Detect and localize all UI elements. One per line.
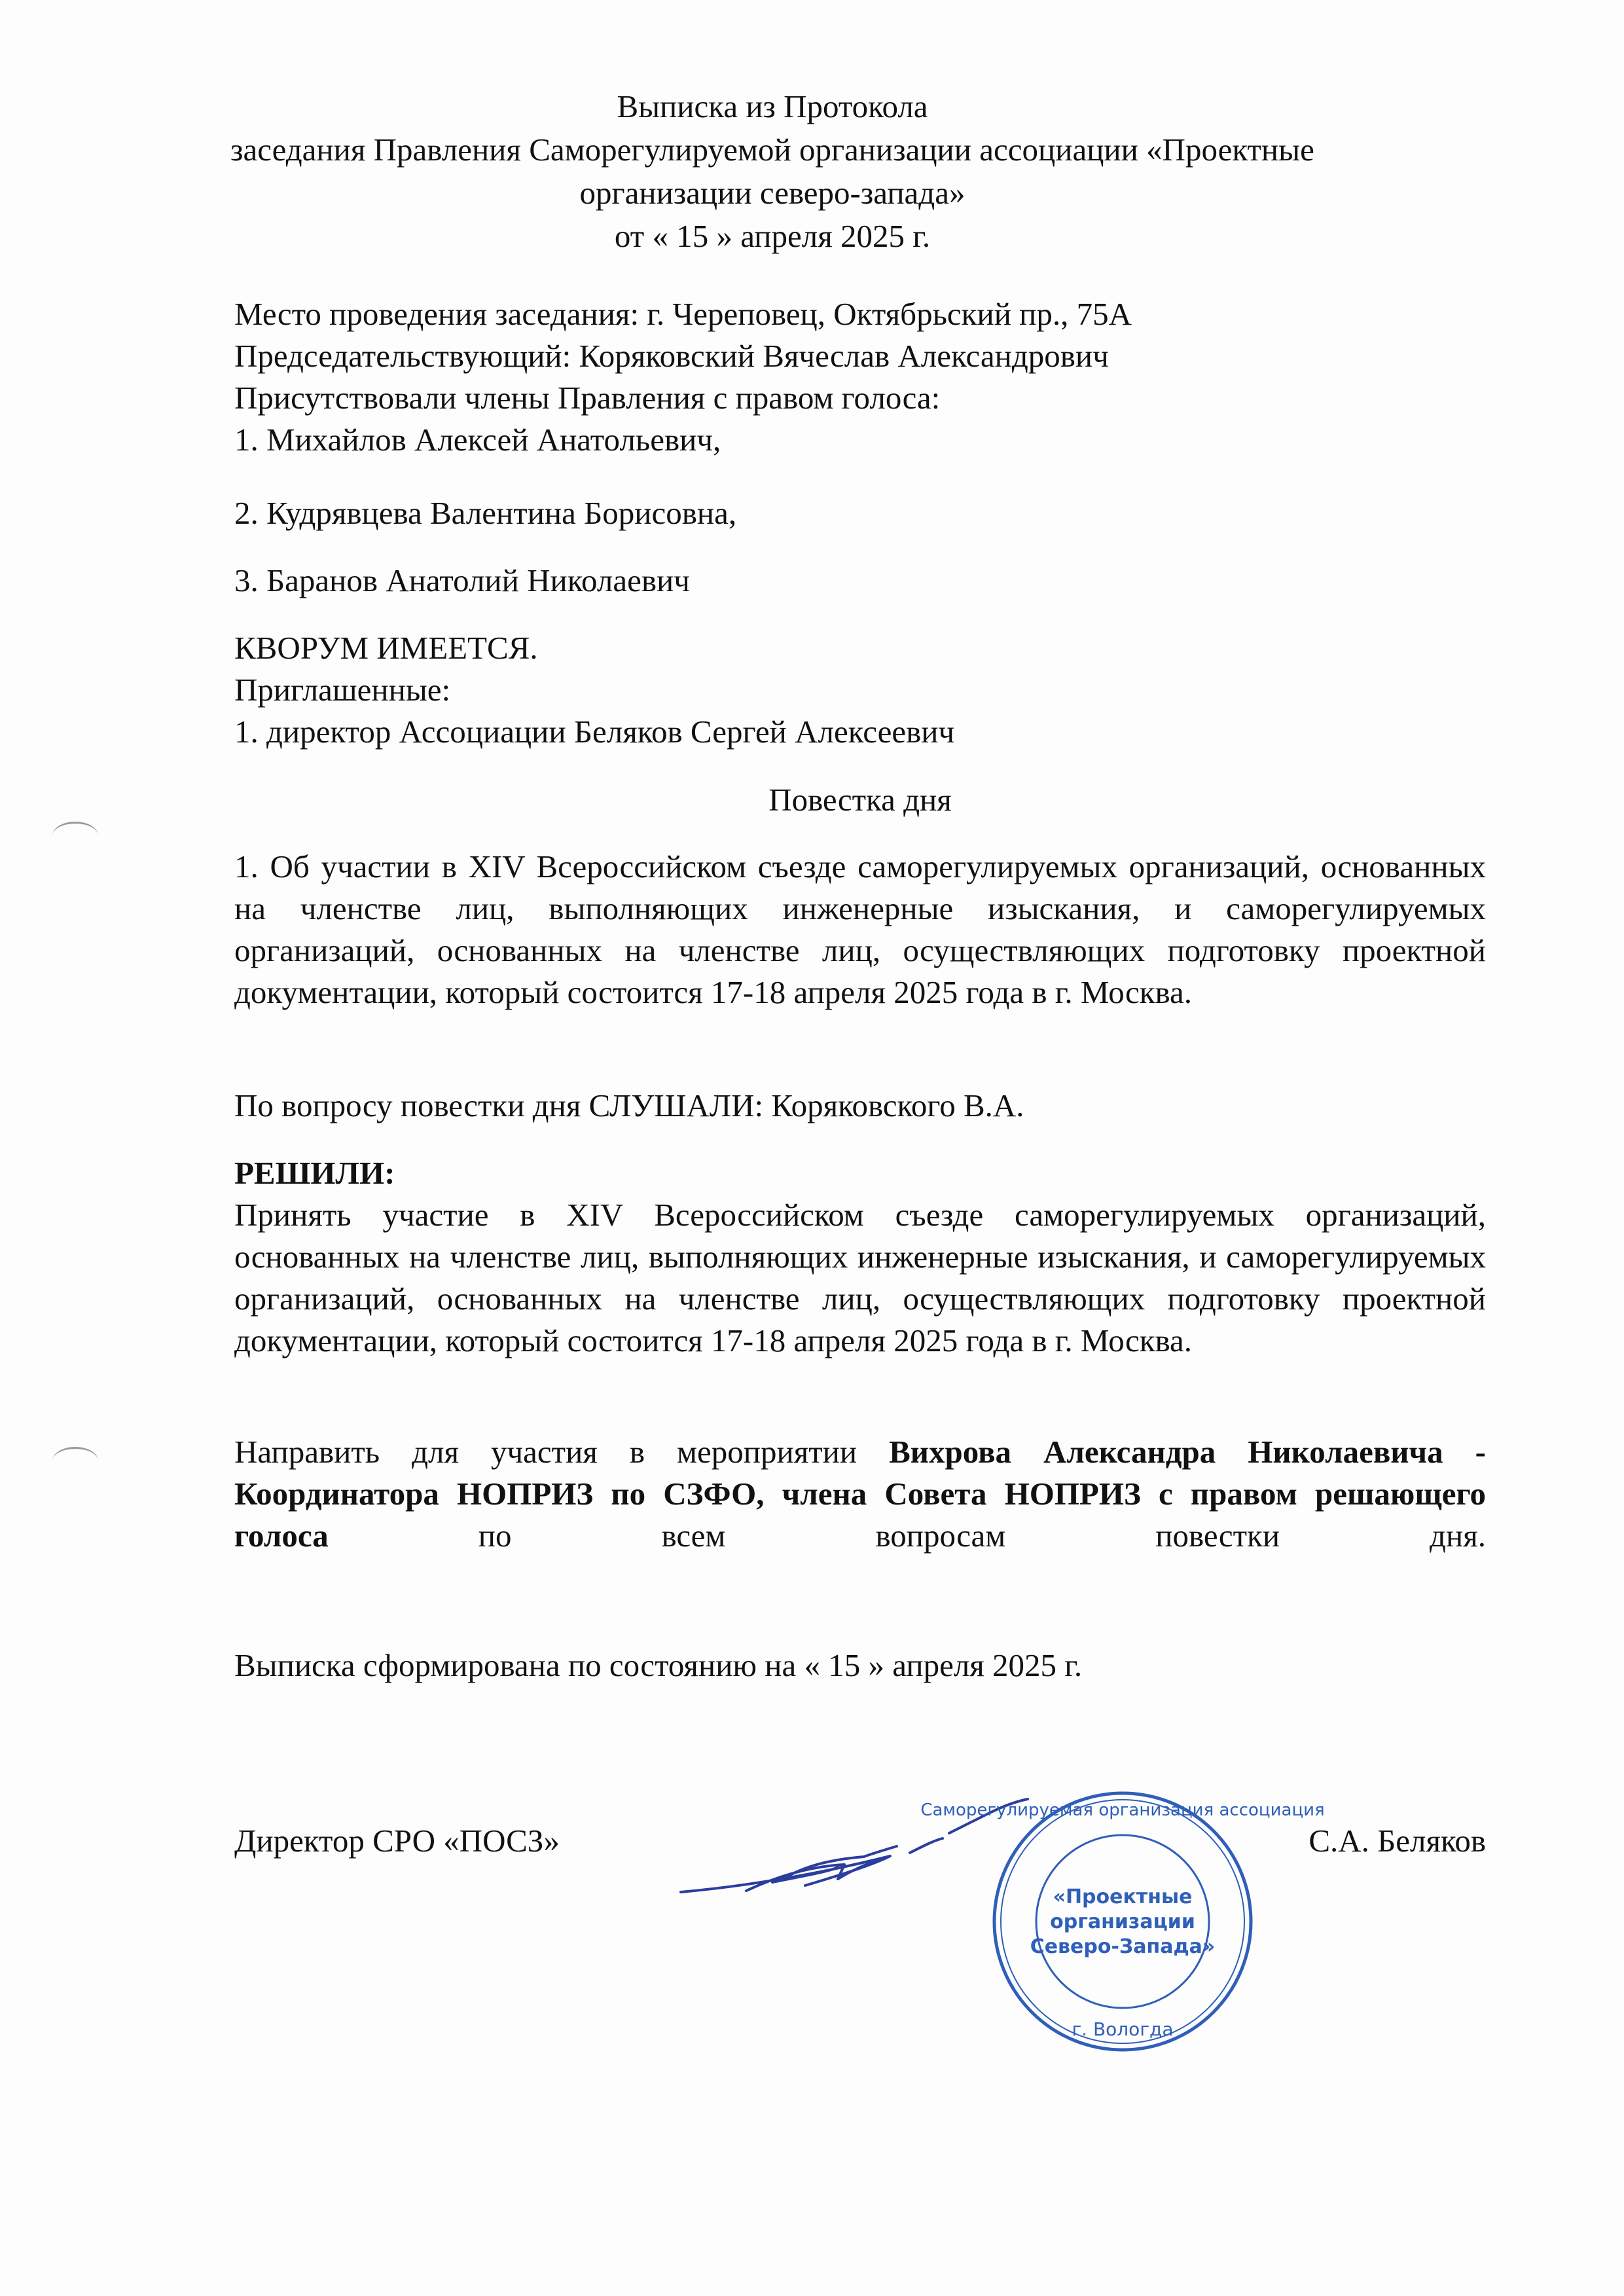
delegate-suffix: по всем вопросам повестки дня.	[478, 1518, 1486, 1554]
quorum-status: КВОРУМ ИМЕЕТСЯ.	[234, 630, 538, 666]
document-header	[196, 85, 1348, 258]
signer-position: Директор СРО «ПОСЗ»	[234, 1823, 560, 1859]
delegate-prefix: Направить для участия в мероприятии	[234, 1434, 857, 1470]
invited-person: 1. директор Ассоциации Беляков Сергей Алексеевич	[234, 714, 955, 750]
svg-text:Северо-Запада»: Северо-Запада»	[1030, 1935, 1216, 1958]
decision-block	[234, 1152, 1486, 1362]
agenda-title: Повестка дня	[768, 782, 952, 818]
member-item: 3. Баранов Анатолий Николаевич	[234, 562, 690, 598]
extract-date-note: Выписка сформирована по состоянию на « 15 » апреля 2025 г.	[234, 1647, 1083, 1683]
member-item-block	[234, 560, 1486, 602]
delegate-name: Вихрова Александра Николаевича - Координатора НОПРИЗ по СЗФО, члена Совета НОПРИЗ с правом решающего голоса	[234, 1434, 1486, 1554]
svg-text:организации: организации	[1050, 1910, 1195, 1933]
decision-text: Принять участие в XIV Всероссийском съезде саморегулируемых организаций, основанных на членстве лиц, выполняющих инженерные изыскания, и саморегулируемых организаций, основанных на членстве лиц, осуществляющих подготовку проектной документации, который состоится 17-18 апреля 2025 года в г. Москва.	[234, 1197, 1486, 1358]
present-members-title: Присутствовали члены Правления с правом голоса:	[234, 380, 941, 416]
svg-text:г. Вологда: г. Вологда	[1072, 2018, 1174, 2040]
header-organization: организации северо-запада»	[579, 175, 965, 211]
member-item-block	[234, 492, 1486, 534]
meeting-info	[234, 293, 1486, 461]
header-subtitle: заседания Правления Саморегулируемой организации ассоциации «Проектные	[230, 132, 1314, 168]
quorum-block	[234, 627, 1486, 753]
svg-text:Саморегулируемая организация а: Саморегулируемая организация ассоциация	[920, 1800, 1325, 1820]
decision-title: РЕШИЛИ:	[234, 1155, 395, 1191]
decision-delegate	[234, 1431, 1486, 1557]
member-item: 2. Кудрявцева Валентина Борисовна,	[234, 495, 737, 531]
header-date: от « 15 » апреля 2025 г.	[614, 218, 931, 254]
signer-name: С.А. Беляков	[1308, 1823, 1486, 1859]
svg-text:«Проектные: «Проектные	[1053, 1886, 1193, 1908]
meeting-place: Место проведения заседания: г. Череповец, Октябрьский пр., 75А	[234, 296, 1132, 332]
chairman: Председательствующий: Коряковский Вячеслав Александрович	[234, 338, 1109, 374]
header-title: Выписка из Протокола	[617, 88, 928, 124]
punch-hole-mark	[52, 1447, 98, 1475]
organization-seal	[920, 1784, 1325, 2059]
invited-title: Приглашенные:	[234, 672, 451, 708]
punch-hole-mark	[52, 822, 98, 850]
heard-statement: По вопросу повестки дня СЛУШАЛИ: Коряковского В.А.	[234, 1087, 1024, 1123]
agenda-item: 1. Об участии в XIV Всероссийском съезде саморегулируемых организаций, основанных на членстве лиц, выполняющих инженерные изыскания, и саморегулируемых организаций, основанных на членстве лиц, осуществляющих подготовку проектной документации, который состоится 17-18 апреля 2025 года в г. Москва.	[234, 848, 1486, 1010]
member-item: 1. Михайлов Алексей Анатольевич,	[234, 422, 721, 458]
